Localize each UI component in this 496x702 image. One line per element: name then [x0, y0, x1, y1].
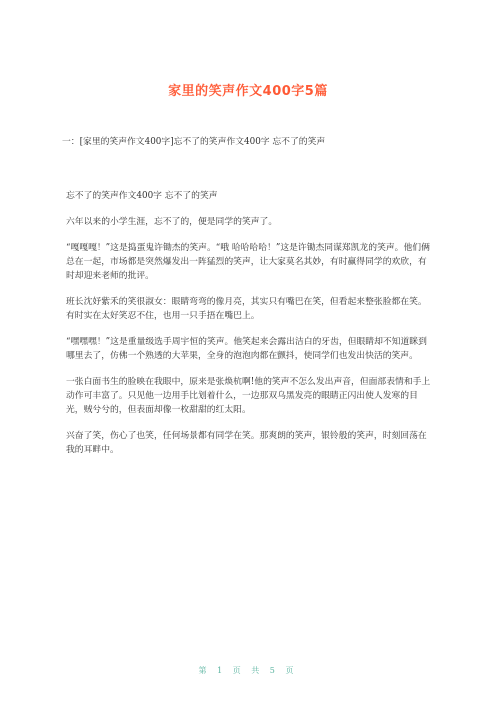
section-subheading: 忘不了的笑声作文400字 忘不了的笑声	[66, 191, 218, 201]
paragraph: “嘿嘿嘿！”这是重量级选手周宇恒的笑声。他笑起来会露出洁白的牙齿，但眼睛却不知道眯到哪里去了，仿佛一个熟透的大苹果，全身的泡泡肉都在颤抖，使同学们也发出快活的笑声。	[66, 337, 427, 361]
page-footer: 第 1 页 共 5 页	[198, 666, 298, 675]
paragraph: 一张白面书生的脸映在我眼中，原来是张焕杭啊!他的笑声不怎么发出声音，但面部表情和手上动作可丰富了。只见他一边用手比划着什么，一边那双乌黑发亮的眼睛正闪出使人发寒的目光，贼兮兮的，但表面却像一枚甜甜的红太阳。	[66, 377, 431, 415]
paragraph: 班长沈妤紫禾的笑很淑女：眼睛弯弯的像月亮，其实只有嘴巴在笑，但看起来整张脸都在笑。有时实在太好笑忍不住，也用一只手捂在嘴巴上。	[66, 297, 427, 321]
section-heading: 一：[家里的笑声作文400字]忘不了的笑声作文400字 忘不了的笑声	[62, 137, 326, 147]
paragraph: 兴奋了笑，伤心了也笑，任何场景都有同学在笑。那爽朗的笑声，银铃般的笑声，时刻回荡在我的耳畔中。	[66, 431, 427, 455]
document-title: 家里的笑声作文400字5篇	[168, 84, 328, 99]
paragraph: “嘎嘎嘎！”这是捣蛋鬼许锄杰的笑声。“哦 哈哈哈哈！”这是许锄杰同谋郑凯龙的笑声。他们俩总在一起，市场都是突然爆发出一阵猛烈的笑声，让大家莫名其妙，有时赢得同学的欢欣，有时却迎来老师的批评。	[66, 243, 430, 281]
document-body	[64, 135, 432, 469]
paragraph: 六年以来的小学生涯，忘不了的，便是同学的笑声了。	[66, 217, 278, 227]
